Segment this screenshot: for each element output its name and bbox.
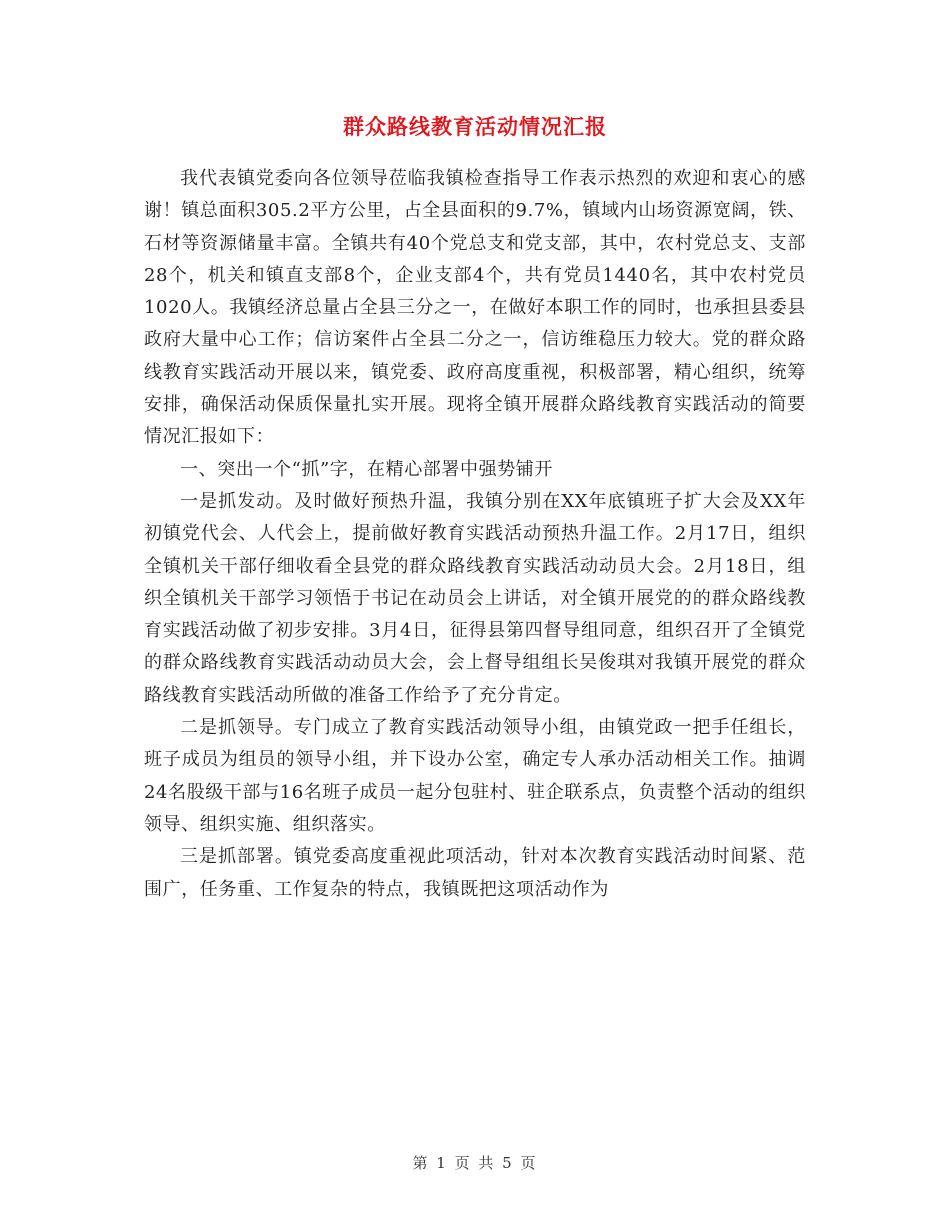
document-title: 群众路线教育活动情况汇报	[343, 114, 607, 139]
section-heading-1: 一、突出一个“抓”字，在精心部署中强势铺开	[180, 458, 554, 480]
paragraph-intro: 我代表镇党委向各位领导莅临我镇检查指导工作表示热烈的欢迎和衷心的感谢！镇总面积305.2平方公里，占全县面积的9.7%，镇域内山场资源宽阔，铁、石材等资源储量丰富。全镇共有40个党总支和党支部，其中，农村党总支、支部28个，机关和镇直支部8个，企业支部4个，共有党员1440名，其中农村党员1020人。我镇经济总量占全县三分之一，在做好本职工作的同时，也承担县委县政府大量中心工作；信访案件占全县二分之一，信访维稳压力较大。党的群众路线教育实践活动开展以来，镇党委、政府高度重视，积极部署，精心组织，统筹安排，确保活动保质保量扎实开展。现将全镇开展群众路线教育实践活动的简要情况汇报如下：	[144, 168, 807, 448]
paragraph-mobilization: 一是抓发动。及时做好预热升温，我镇分别在XX年底镇班子扩大会及XX年初镇党代会、人代会上，提前做好教育实践活动预热升温工作。2月17日，组织全镇机关干部仔细收看全县党的群众路线教育实践活动动员大会。2月18日，组织全镇机关干部学习领悟于书记在动员会上讲话，对全镇开展党的的群众路线教育实践活动做了初步安排。3月4日，征得县第四督导组同意，组织召开了全镇党的群众路线教育实践活动动员大会，会上督导组组长吴俊琪对我镇开展党的群众路线教育实践活动所做的准备工作给予了充分肯定。	[144, 490, 806, 706]
page-number-footer: 第 1 页 共 5 页	[412, 1154, 538, 1172]
document-body	[144, 163, 806, 906]
paragraph-leadership: 二是抓领导。专门成立了教育实践活动领导小组，由镇党政一把手任组长，班子成员为组员的领导小组，并下设办公室，确定专人承办活动相关工作。抽调24名股级干部与16名班子成员一起分包驻村、驻企联系点，负责整个活动的组织领导、组织实施、组织落实。	[144, 717, 807, 835]
paragraph-deployment: 三是抓部署。镇党委高度重视此项活动，针对本次教育实践活动时间紧、范围广，任务重、工作复杂的特点，我镇既把这项活动作为	[144, 846, 806, 900]
